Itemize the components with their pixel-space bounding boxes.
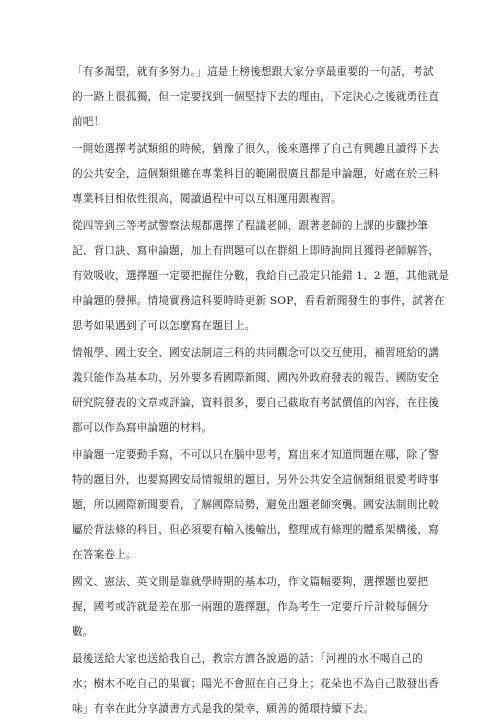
text-line: 的公共安全，這個類組雖在專業科目的範圍很廣且都是申論題，好處在於三科 xyxy=(72,168,439,180)
text-line: 義只能作為基本功，另外要多看國際新聞、國內外政府發表的報告、國防安全 xyxy=(72,372,439,384)
text-line: 研究院發表的文章或評論，資料很多，要自己截取有考試價值的內容，在往後 xyxy=(72,397,439,409)
paragraph xyxy=(72,647,439,722)
text-line: 記、背口訣、寫申論題，加上有問題可以在群組上即時詢問且獲得老師解答， xyxy=(72,245,439,257)
text-line: 「有多渴望，就有多努力。」這是上榜後想跟大家分享最重要的一句話，考試 xyxy=(72,66,434,78)
text-line: 思考如果遇到了可以怎麼寫在題目上。 xyxy=(72,320,256,332)
paragraph xyxy=(72,60,439,135)
text-line: 數。 xyxy=(72,626,94,638)
text-line: 都可以作為寫申論題的材料。 xyxy=(72,422,213,434)
paragraph xyxy=(72,570,428,645)
text-line: 專業科目相依性很高，閱讀過程中可以互相運用跟複習。 xyxy=(72,193,342,205)
text-line: 在答案卷上。 xyxy=(72,549,137,561)
document-body xyxy=(72,60,450,724)
text-line: 味」有幸在此分享讀書方式是我的榮幸，願善的循環持續下去。 xyxy=(72,703,375,715)
text-line: 特的題目外，也要寫國安局情報組的題目，另外公共安全這個類組很愛考時事 xyxy=(72,474,439,486)
text-line: 情報學、國土安全、國安法制這三科的共同觀念可以交互使用，補習班給的講 xyxy=(72,347,439,359)
text-line: 申論題一定要動手寫，不可以只在腦中思考，寫出來才知道問題在哪，除了警 xyxy=(72,449,439,461)
text-line: 國文、憲法、英文則是靠就學時期的基本功，作文篇幅要夠，選擇題也要把 xyxy=(72,576,429,588)
text-line: 一開始選擇考試類組的時候，猶豫了很久，後來選擇了自己有興趣且讀得下去 xyxy=(72,143,439,155)
text-line: 從四等到三等考試警察法規都選擇了程議老師，跟著老師的上課的步驟抄筆 xyxy=(72,220,429,232)
text-line: 屬於背法條的科目，但必須要有輸入後輸出，整理成有條理的體系架構後，寫 xyxy=(72,524,439,536)
text-line: 題，所以國際新聞要看，了解國際局勢，避免出題老師突襲。國安法制則比較 xyxy=(72,499,439,511)
text-line: 水；樹木不吃自己的果實；陽光不會照在自己身上；花朵也不為自己散發出香 xyxy=(72,678,439,690)
text-line: 握，國考或許就是差在那一兩題的選擇題，作為考生一定要斤斤計較每個分 xyxy=(72,601,429,613)
paragraph xyxy=(72,137,439,212)
text-line: 申論題的發揮。情境實務這科要時時更新 SOP，看看新聞發生的事件，試著在 xyxy=(72,295,445,307)
text-line: 有效吸收，選擇題一定要把握住分數，我給自己設定只能錯 1、2 題，其他就是 xyxy=(72,270,450,282)
text-line: 的一路上很孤獨，但一定要找到一個堅持下去的理由，下定決心之後就勇往直 xyxy=(72,91,439,103)
paragraph xyxy=(72,443,439,568)
text-line: 最後送給大家也送給我自己，教宗方濟各說過的話：「河裡的水不喝自己的 xyxy=(72,653,423,665)
paragraph xyxy=(72,214,450,339)
text-line: 前吧！ xyxy=(72,116,105,128)
paragraph xyxy=(72,341,439,441)
